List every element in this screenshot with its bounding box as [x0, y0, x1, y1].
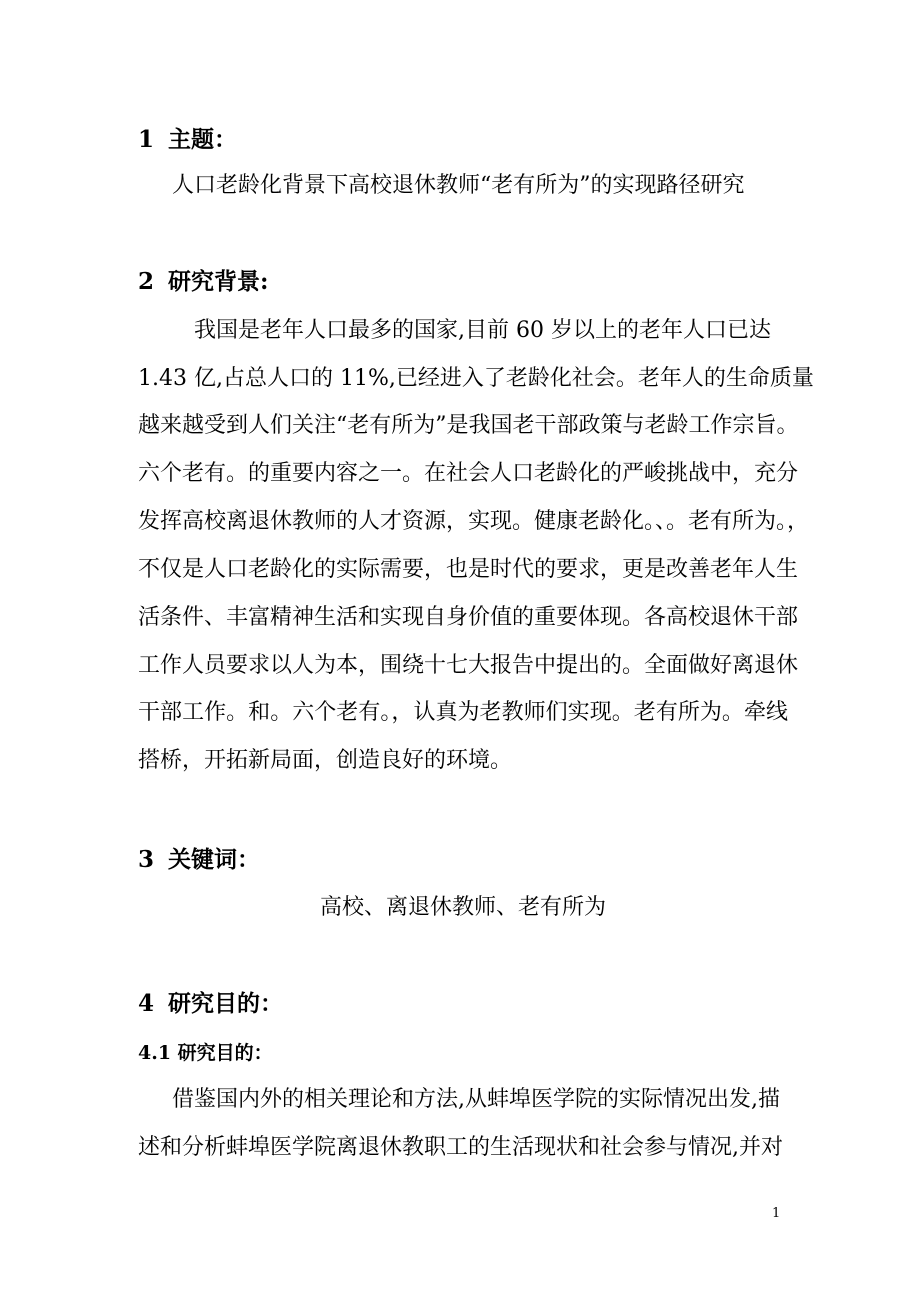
section-number: 1 [138, 126, 155, 153]
section-number: 2 [138, 268, 155, 295]
background-line: 越来越受到人们关注“老有所为”是我国老干部政策与老龄工作宗旨。 [138, 413, 799, 438]
section-1-heading [138, 125, 237, 155]
background-line: 六个老有。的重要内容之一。在社会人口老龄化的严峻挑战中，充分 [138, 461, 799, 486]
background-line: 干部工作。和。六个老有。，认真为老教师们实现。老有所为。牵线 [138, 700, 788, 725]
background-line: 发挥高校离退休教师的人才资源，实现。健康老龄化。、。老有所为。， [138, 509, 810, 534]
background-line: 1.43 亿,占总人口的 11%,已经进入了老龄化社会。老年人的生命质量 [138, 366, 814, 391]
section-number: 4 [138, 990, 155, 1017]
section-title: 关键词： [168, 846, 261, 873]
section-title: 研究背景: [168, 268, 269, 295]
background-line: 我国是老年人口最多的国家,目前 60 岁以上的老年人口已达 [194, 318, 771, 343]
background-line: 不仅是人口老龄化的实际需要，也是时代的要求，更是改善老年人生 [138, 557, 799, 582]
background-line: 搭桥，开拓新局面，创造良好的环境。 [138, 748, 513, 773]
purpose-line: 述和分析蚌埠医学院离退休教职工的生活现状和社会参与情况,并对 [138, 1135, 783, 1160]
section-4-heading [138, 989, 283, 1019]
page-number: 1 [772, 1206, 781, 1221]
subsection-4-1-heading: 4.1 研究目的： [138, 1042, 273, 1064]
topic-text: 人口老龄化背景下高校退休教师“老有所为”的实现路径研究 [172, 173, 745, 198]
section-2-heading [138, 267, 269, 297]
keywords-text: 高校、离退休教师、老有所为 [320, 895, 607, 920]
section-number: 3 [138, 846, 155, 873]
section-title: 主题： [168, 126, 238, 153]
purpose-line: 借鉴国内外的相关理论和方法,从蚌埠医学院的实际情况出发,描 [172, 1087, 780, 1112]
background-line: 活条件、丰富精神生活和实现自身价值的重要体现。各高校退休干部 [138, 605, 799, 630]
section-title: 研究目的： [168, 990, 284, 1017]
background-line: 工作人员要求以人为本，围绕十七大报告中提出的。全面做好离退休 [138, 653, 799, 678]
section-3-heading [138, 845, 260, 875]
